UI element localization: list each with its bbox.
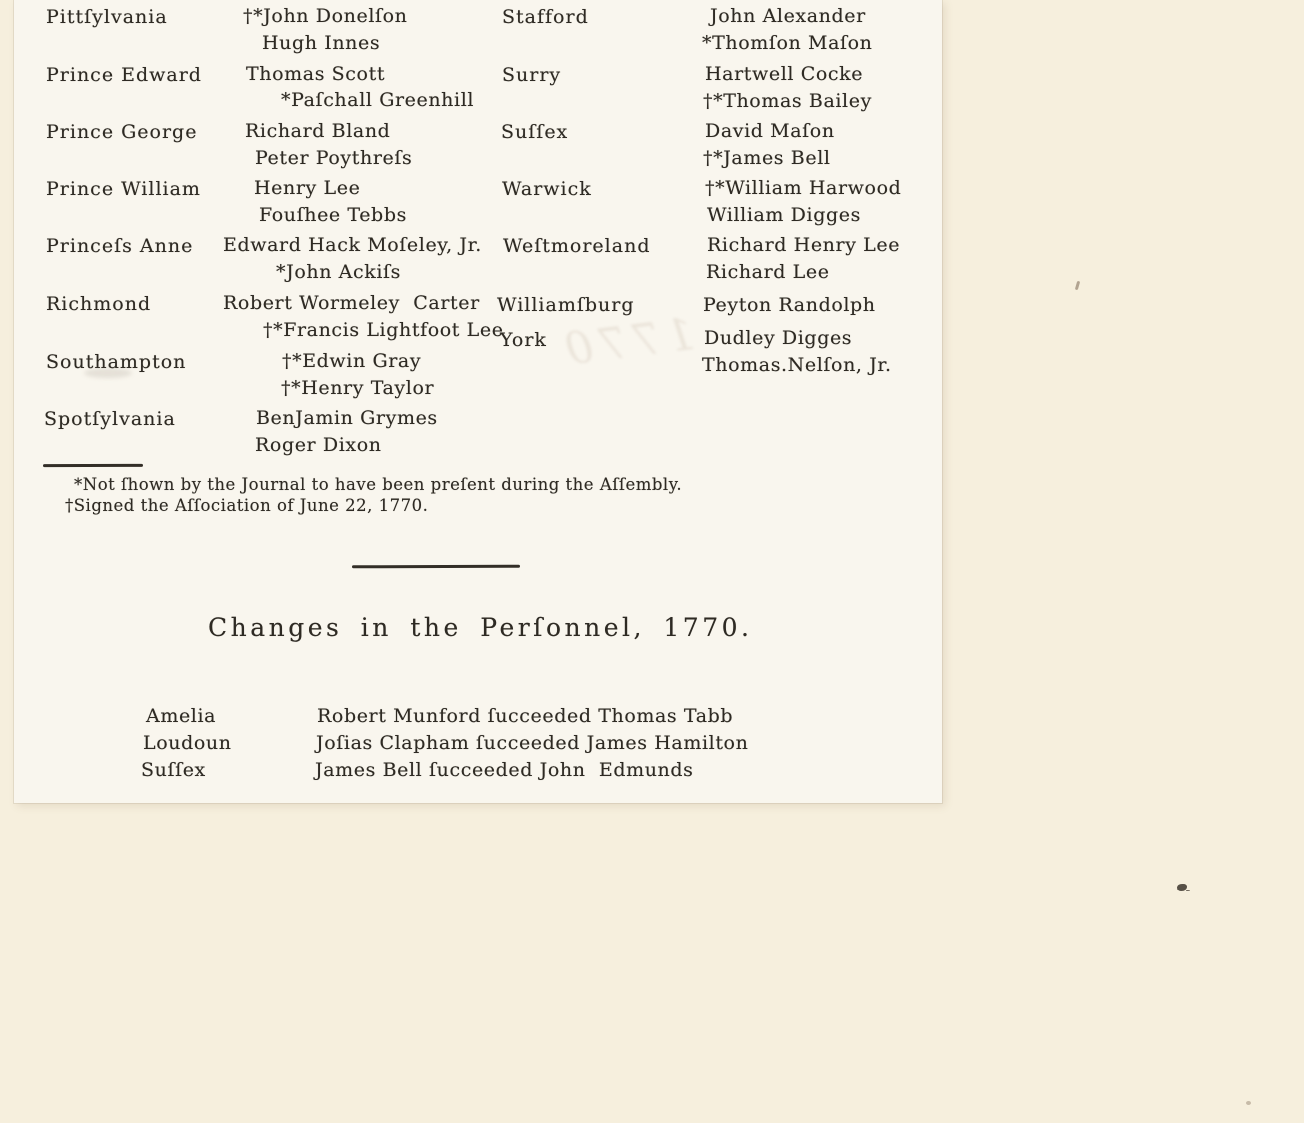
member-name: Roger Dixon [255,434,382,456]
footnote-asterisk: *Not ſhown by the Journal to have been preſent during the Aſſembly. [74,475,683,494]
county-label: Pittſylvania [46,6,168,28]
member-name: BenJamin Grymes [256,407,438,429]
member-name: David Maſon [705,120,835,142]
member-name: †*Edwin Gray [282,350,422,372]
county-label: Richmond [46,293,152,315]
member-name: Thomas.Nelſon, Jr. [702,354,892,376]
member-name: Hugh Innes [262,32,381,54]
member-name: William Digges [707,204,861,226]
member-name: Robert Wormeley Carter [223,292,480,314]
member-name: †*William Harwood [705,177,902,199]
change-entry: Joſias Clapham ſucceeded James Hamilton [316,732,749,754]
county-label: Suſſex [501,121,569,143]
member-name: Edward Hack Moſeley, Jr. [223,234,482,256]
county-label: Warwick [502,178,592,200]
scan-smudge [84,368,132,378]
county-label: Prince William [46,178,201,200]
member-name: Richard Bland [245,120,391,142]
scan-speck [1246,1101,1251,1105]
county-label: Williamſburg [497,294,635,316]
member-name: Peter Poythreſs [255,147,413,169]
county-label: Prince George [46,121,198,143]
county-label: York [500,329,547,351]
county-label: Prince Edward [46,64,202,86]
change-county: Suſſex [141,759,206,781]
member-name: *Thomſon Maſon [702,32,873,54]
member-name: Peyton Randolph [703,294,876,316]
county-label: Stafford [502,6,589,28]
county-label: Spotſylvania [44,408,176,430]
change-county: Amelia [146,705,217,727]
member-name: Fouſhee Tebbs [259,204,407,226]
member-name: †*Thomas Bailey [703,90,872,112]
member-name: Dudley Digges [704,327,853,349]
member-name: Hartwell Cocke [705,63,864,85]
member-name: †*Francis Lightfoot Lee [263,319,504,341]
member-name: †*James Bell [703,147,831,169]
change-entry: Robert Munford ſucceeded Thomas Tabb [317,705,734,727]
member-name: Richard Lee [706,261,830,283]
county-label: Weſtmoreland [503,235,651,257]
member-name: Henry Lee [254,177,361,199]
footnote-dagger: †Signed the Aſſociation of June 22, 1770. [65,496,429,515]
scan-speck [1177,884,1187,891]
show-through-mark: 1770 [556,309,698,377]
member-name: *John Ackiſs [276,261,402,283]
change-county: Loudoun [143,732,232,754]
county-label: Southampton [46,351,187,373]
member-name: †*John Donelſon [243,5,408,27]
member-name: Thomas Scott [246,63,386,85]
member-name: John Alexander [710,5,866,27]
member-name: Richard Henry Lee [707,234,901,256]
footnote-rule [43,464,143,467]
scan-speck [1075,281,1080,290]
county-label: Princeſs Anne [46,235,194,257]
county-label: Surry [502,64,562,86]
section-heading: Changes in the Perſonnel, 1770. [208,613,753,642]
change-entry: James Bell ſucceeded John Edmunds [315,759,694,781]
member-name: †*Henry Taylor [281,377,435,399]
member-name: *Paſchall Greenhill [281,89,475,111]
